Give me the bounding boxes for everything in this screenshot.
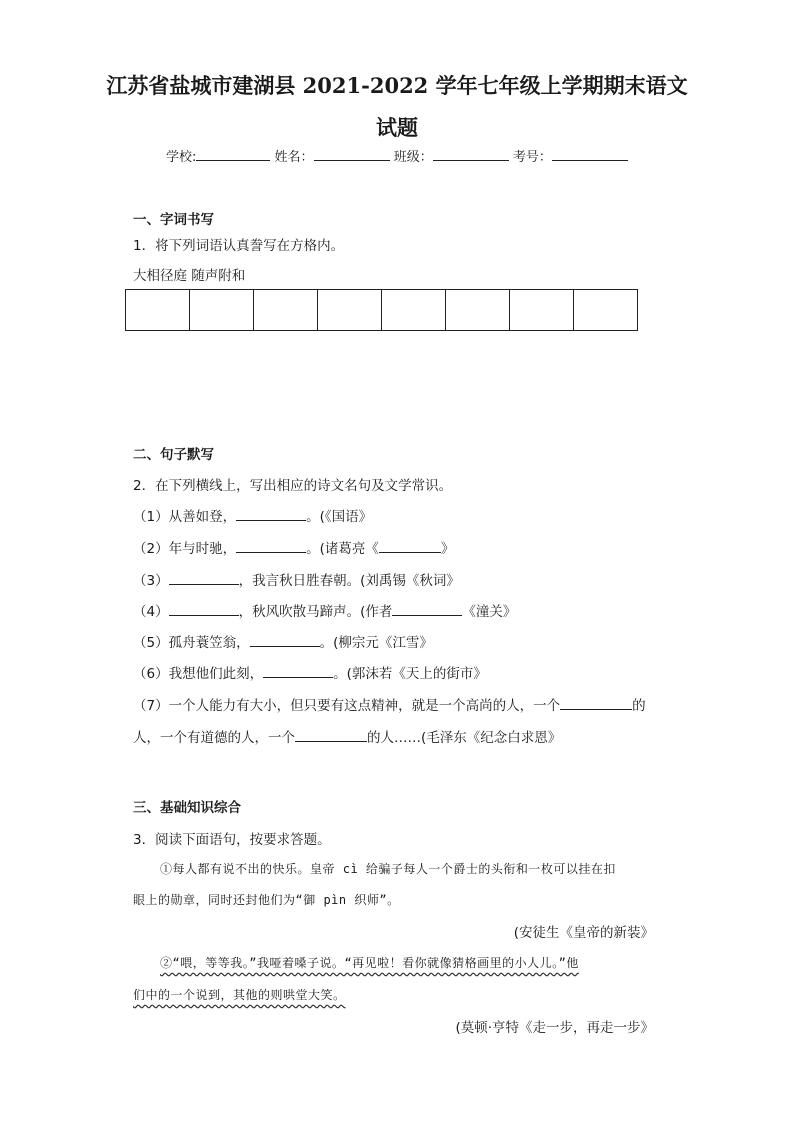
passage1-source: (安徒生《皇帝的新装》: [513, 925, 654, 941]
poem-item-3: （3） ，我言秋日胜春朝。(刘禹锡《秋词》: [133, 569, 460, 589]
grid-cell[interactable]: [190, 290, 254, 331]
passage2-line1: ②“喂，等等我。”我哑着嗓子说。“再见啦！看你就像猜格画里的小人儿。”他: [160, 956, 579, 970]
poem-item-6: （6）我想他们此刻， 。(郭沫若《天上的街市》: [133, 662, 487, 682]
grid-cell[interactable]: [126, 290, 190, 331]
grid-cell[interactable]: [382, 290, 446, 331]
grid-cell[interactable]: [510, 290, 574, 331]
school-label: 学校:: [166, 150, 197, 165]
answer-blank[interactable]: [169, 601, 239, 616]
grid-cell[interactable]: [318, 290, 382, 331]
answer-blank[interactable]: [236, 506, 306, 521]
number-blank[interactable]: [552, 146, 628, 161]
answer-blank[interactable]: [169, 570, 239, 585]
poem-item-1: （1）从善如登， 。(《国语》: [133, 505, 372, 525]
class-blank[interactable]: [433, 146, 509, 161]
section1-heading: 一、字词书写: [133, 212, 214, 228]
poem-item-5: （5）孤舟蓑笠翁， 。(柳宗元《江雪》: [133, 631, 433, 651]
poem-item-7-line1: （7）一个人能力有大小，但只要有这点精神，就是一个高尚的人，一个 的: [133, 694, 646, 714]
passage1-line2: 眼上的勋章，同时还封他们为“御 pìn 织师”。: [133, 893, 400, 907]
section3-heading: 三、基础知识综合: [133, 800, 241, 816]
grid-cell[interactable]: [446, 290, 510, 331]
exam-title-line1: 江苏省盐城市建湖县 2021-2022 学年七年级上学期期末语文: [106, 73, 688, 98]
school-blank[interactable]: [196, 146, 270, 161]
passage2-line2: 们中的一个说到，其他的则哄堂大笑。: [133, 988, 346, 1002]
name-blank[interactable]: [314, 146, 390, 161]
poem-item-4: （4） ，秋风吹散马蹄声。(作者 《潼关》: [133, 600, 516, 620]
section2-heading: 二、句子默写: [133, 447, 214, 463]
answer-blank[interactable]: [295, 727, 367, 742]
question3-text: 3．阅读下面语句，按要求答题。: [133, 832, 331, 848]
grid-cell[interactable]: [254, 290, 318, 331]
answer-blank[interactable]: [392, 601, 462, 616]
question1-text: 1．将下列词语认真誊写在方格内。: [133, 238, 345, 254]
passage2-source: (莫顿·亨特《走一步，再走一步》: [455, 1020, 654, 1036]
answer-blank[interactable]: [236, 538, 306, 553]
writing-grid: [125, 289, 638, 331]
grid-cell[interactable]: [574, 290, 638, 331]
exam-title-line2: 试题: [376, 115, 418, 140]
answer-blank[interactable]: [560, 695, 632, 710]
question1-words: 大相径庭 随声附和: [133, 268, 246, 284]
passage1-line1: ①每人都有说不出的快乐。皇帝 cì 给骗子每人一个爵士的头衔和一枚可以挂在扣: [160, 862, 616, 876]
question2-text: 2．在下列横线上，写出相应的诗文名句及文学常识。: [133, 478, 453, 494]
answer-blank[interactable]: [379, 538, 441, 553]
poem-item-2: （2）年与时驰， 。(诸葛亮《 》: [133, 537, 454, 557]
class-label: 班级：: [393, 150, 433, 165]
answer-blank[interactable]: [263, 663, 333, 678]
student-info-row: [166, 146, 628, 165]
number-label: 考号：: [512, 150, 552, 165]
name-label: 姓名：: [274, 150, 314, 165]
answer-blank[interactable]: [250, 632, 320, 647]
poem-item-7-line2: 人，一个有道德的人，一个 的人……(毛泽东《纪念白求恩》: [133, 726, 561, 746]
